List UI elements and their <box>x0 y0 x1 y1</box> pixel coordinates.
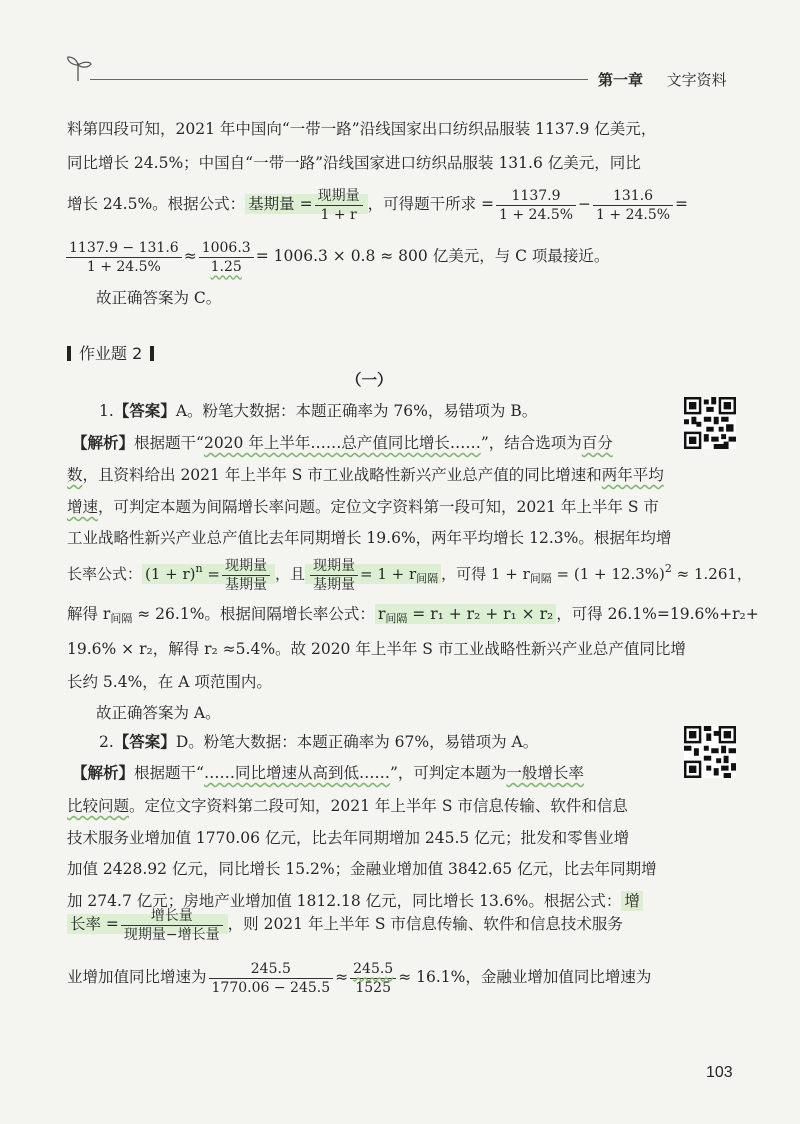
q2-l6: ，则 2021 年上半年 S 市信息传输、软件和信息技术服务 <box>227 915 623 933</box>
equals-sign: = <box>675 195 689 213</box>
q2-f-den: 现期量−增长量 <box>123 926 220 943</box>
q1-l5-tail2: = (1 + 12.3%) <box>551 565 665 583</box>
q2-g2-num: 245.5 <box>350 960 396 979</box>
frac-c-num: 1137.9 − 131.6 <box>66 239 182 258</box>
q1-f1-num: 现期量 <box>222 557 270 576</box>
frac-c-den: 1 + 24.5% <box>86 258 161 275</box>
frac-a-num: 1137.9 <box>496 187 576 206</box>
section-marker-right <box>150 346 154 361</box>
q2-l5a: 加 274.7 亿元；房地产业增加值 1812.18 亿元，同比增长 13.6%。根据公式： <box>67 892 622 910</box>
q1-conclusion: 故正确答案为 A。 <box>96 704 221 722</box>
q1-formula-1 <box>142 557 275 593</box>
q1-l6c: ，可得 26.1%=19.6%+r₂+ <box>556 605 759 623</box>
q1-answer-tag: 【答案】 <box>113 402 176 420</box>
q1-jiexi-tag: 【解析】 <box>72 434 135 452</box>
q1-l5-and: ，且 <box>274 565 305 583</box>
chapter-label: 第一章 <box>598 71 644 89</box>
p1-line4-tail: = 1006.3 × 0.8 ≈ 800 亿美元，与 C 项最接近。 <box>255 247 610 265</box>
q2-growth-formula <box>67 907 228 943</box>
q2-answer <box>99 731 538 753</box>
section-marker-left <box>67 346 71 361</box>
p1-conclusion: 故正确答案为 C。 <box>96 289 222 307</box>
q1-f3-rhs: = r₁ + r₂ + r₁ × r₂ <box>407 605 554 623</box>
frac-d-den: 1.25 <box>210 258 242 275</box>
q2-line2 <box>67 795 628 817</box>
q2-line7 <box>67 957 651 997</box>
q2-l7-pre: 业增加值同比增速为 <box>67 968 207 986</box>
q1-answer-text: A。粉笔大数据：本题正确率为 76%，易错项为 B。 <box>175 402 538 420</box>
q2-g1-num: 245.5 <box>209 960 334 979</box>
frac-a-den: 1 + 24.5% <box>499 206 574 223</box>
q2-number: 2. <box>99 733 114 751</box>
p1-line4 <box>64 236 609 276</box>
q1-l2a: 数 <box>67 466 83 484</box>
q2-line6 <box>67 904 623 944</box>
q2-g1-den: 1770.06 − 245.5 <box>211 979 331 996</box>
sub-title: （一） <box>346 371 393 389</box>
q2-l5b: 增 <box>621 891 643 911</box>
frac-b-num: 131.6 <box>593 187 673 206</box>
q1-number: 1. <box>99 402 114 420</box>
page-number: 103 <box>706 1064 733 1081</box>
q2-answer-text: D。粉笔大数据：本题正确率为 67%，易错项为 A。 <box>175 733 539 751</box>
q2-l7-tail: ≈ 16.1%，金融业增加值同比增速为 <box>398 968 652 986</box>
p1-line1: 料第四段可知，2021 年中国向“一带一路”沿线国家出口纺织品服装 1137.9 亿美元， <box>67 120 657 138</box>
frac-b-den: 1 + 24.5% <box>596 206 671 223</box>
q2-l2b: 。定位文字资料第二段可知，2021 年上半年 S 市信息传输、软件和信息 <box>129 797 628 815</box>
approx-sign: ≈ <box>183 247 197 265</box>
q1-line1 <box>72 432 613 454</box>
q1-line8: 长约 5.4%，在 A 项范围内。 <box>67 673 272 691</box>
frac-d-num: 1006.3 <box>199 239 254 258</box>
q1-line2 <box>67 464 664 486</box>
q1-f1-lhs: (1 + r) <box>145 565 196 583</box>
q1-l2c: 两年平均 <box>601 466 664 484</box>
q2-f-num: 增长量 <box>121 907 223 926</box>
section-title-text: 作业题 2 <box>79 344 143 363</box>
q2-l1c: 一般增长率 <box>506 764 584 782</box>
p1-line2: 同比增长 24.5%；中国自“一带一路”沿线国家进口纺织品服装 131.6 亿美元，同比 <box>67 154 641 172</box>
q2-l1a: 根据题干“ <box>134 764 204 782</box>
base-formula-lhs: 基期量 = <box>248 195 313 213</box>
p1-line3 <box>67 184 688 224</box>
q1-l6b: ≈ 26.1%。根据间隔增长率公式： <box>132 605 375 623</box>
q1-l6a-sub: 间隔 <box>110 612 133 625</box>
q1-l1c: 百分 <box>581 434 613 452</box>
q1-l5-sq: 2 <box>664 562 672 575</box>
qr-code-icon[interactable] <box>684 397 736 449</box>
q2-line4: 加值 2428.92 亿元，同比增长 15.2%；金融业增加值 3842.65 亿元，比去年同期增 <box>67 860 657 878</box>
q1-line6 <box>67 603 759 630</box>
q1-f2-sub: 间隔 <box>416 572 439 585</box>
q1-l5-tail: ，可得 1 + r <box>441 565 530 583</box>
header-rule <box>90 79 588 80</box>
q1-f1-exp: n <box>195 562 203 575</box>
base-formula-den: 1 + r <box>320 206 357 223</box>
base-formula <box>245 187 367 223</box>
q1-f2-rhs: = 1 + r <box>360 565 417 583</box>
q1-formula-3 <box>375 604 556 624</box>
q1-l3b: ，可判定本题为间隔增长率问题。定位文字资料第一段可知，2021 年上半年 S 市 <box>98 498 659 516</box>
q1-f2-den: 基期量 <box>313 576 355 593</box>
q2-approx: ≈ <box>335 968 349 986</box>
q1-answer <box>99 400 537 422</box>
q1-l6a: 解得 r <box>67 605 111 623</box>
chapter-title: 文字资料 <box>666 71 727 89</box>
q1-l5-pre: 长率公式： <box>67 565 143 583</box>
q1-f3-sub: 间隔 <box>385 612 408 625</box>
q1-l5-tail3: ≈ 1.261， <box>671 565 752 583</box>
q1-l1-underlined: 2020 年上半年……总产值同比增长…… <box>203 434 481 452</box>
header-title <box>598 69 727 90</box>
q1-f1-eq: = <box>202 565 220 583</box>
section-title <box>67 341 154 364</box>
q1-formula-2 <box>305 557 441 593</box>
q2-line1 <box>72 762 584 784</box>
q2-line3: 技术服务业增加值 1770.06 亿元，比去年同期增加 245.5 亿元；批发和零售业增 <box>67 829 630 847</box>
p1-line3-mid: ，可得题干所求 = <box>367 195 495 213</box>
q1-f2-num: 现期量 <box>310 557 358 576</box>
q1-l3a: 增速 <box>67 498 99 516</box>
q2-l1b: ”，可判定本题为 <box>389 764 507 782</box>
q1-line3 <box>67 496 659 518</box>
q1-l2b: ，且资料给出 2021 年上半年 S 市工业战略性新兴产业总产值的同比增速和 <box>82 466 602 484</box>
qr-code-icon[interactable] <box>684 726 736 778</box>
q1-f1-den: 基期量 <box>224 576 267 593</box>
q2-answer-tag: 【答案】 <box>113 733 176 751</box>
q2-l2a: 比较问题 <box>67 797 130 815</box>
q2-g2-den: 1525 <box>355 979 391 996</box>
q1-l5-tail-sub: 间隔 <box>529 572 552 585</box>
base-formula-num: 现期量 <box>315 187 363 206</box>
p1-line3-pre: 增长 24.5%。根据公式： <box>67 195 246 213</box>
q2-f-pre: 长率 = <box>70 915 119 933</box>
q1-line4: 工业战略性新兴产业总产值比去年同期增长 19.6%，两年平均增长 12.3%。根据年均增 <box>67 529 672 547</box>
q1-f3: r <box>377 605 386 623</box>
q1-line5 <box>67 549 752 599</box>
q2-l1-underlined: ……同比增速从高到低…… <box>203 764 390 782</box>
q1-l1a: 根据题干“ <box>134 434 204 452</box>
q2-jiexi-tag: 【解析】 <box>72 764 135 782</box>
q1-line7: 19.6% × r₂，解得 r₂ ≈5.4%。故 2020 年上半年 S 市工业战略性新兴产业总产值同比增 <box>67 640 686 658</box>
sprout-icon <box>64 55 94 85</box>
minus-sign: − <box>578 195 592 213</box>
q1-l1b: ”，结合选项为 <box>480 434 582 452</box>
